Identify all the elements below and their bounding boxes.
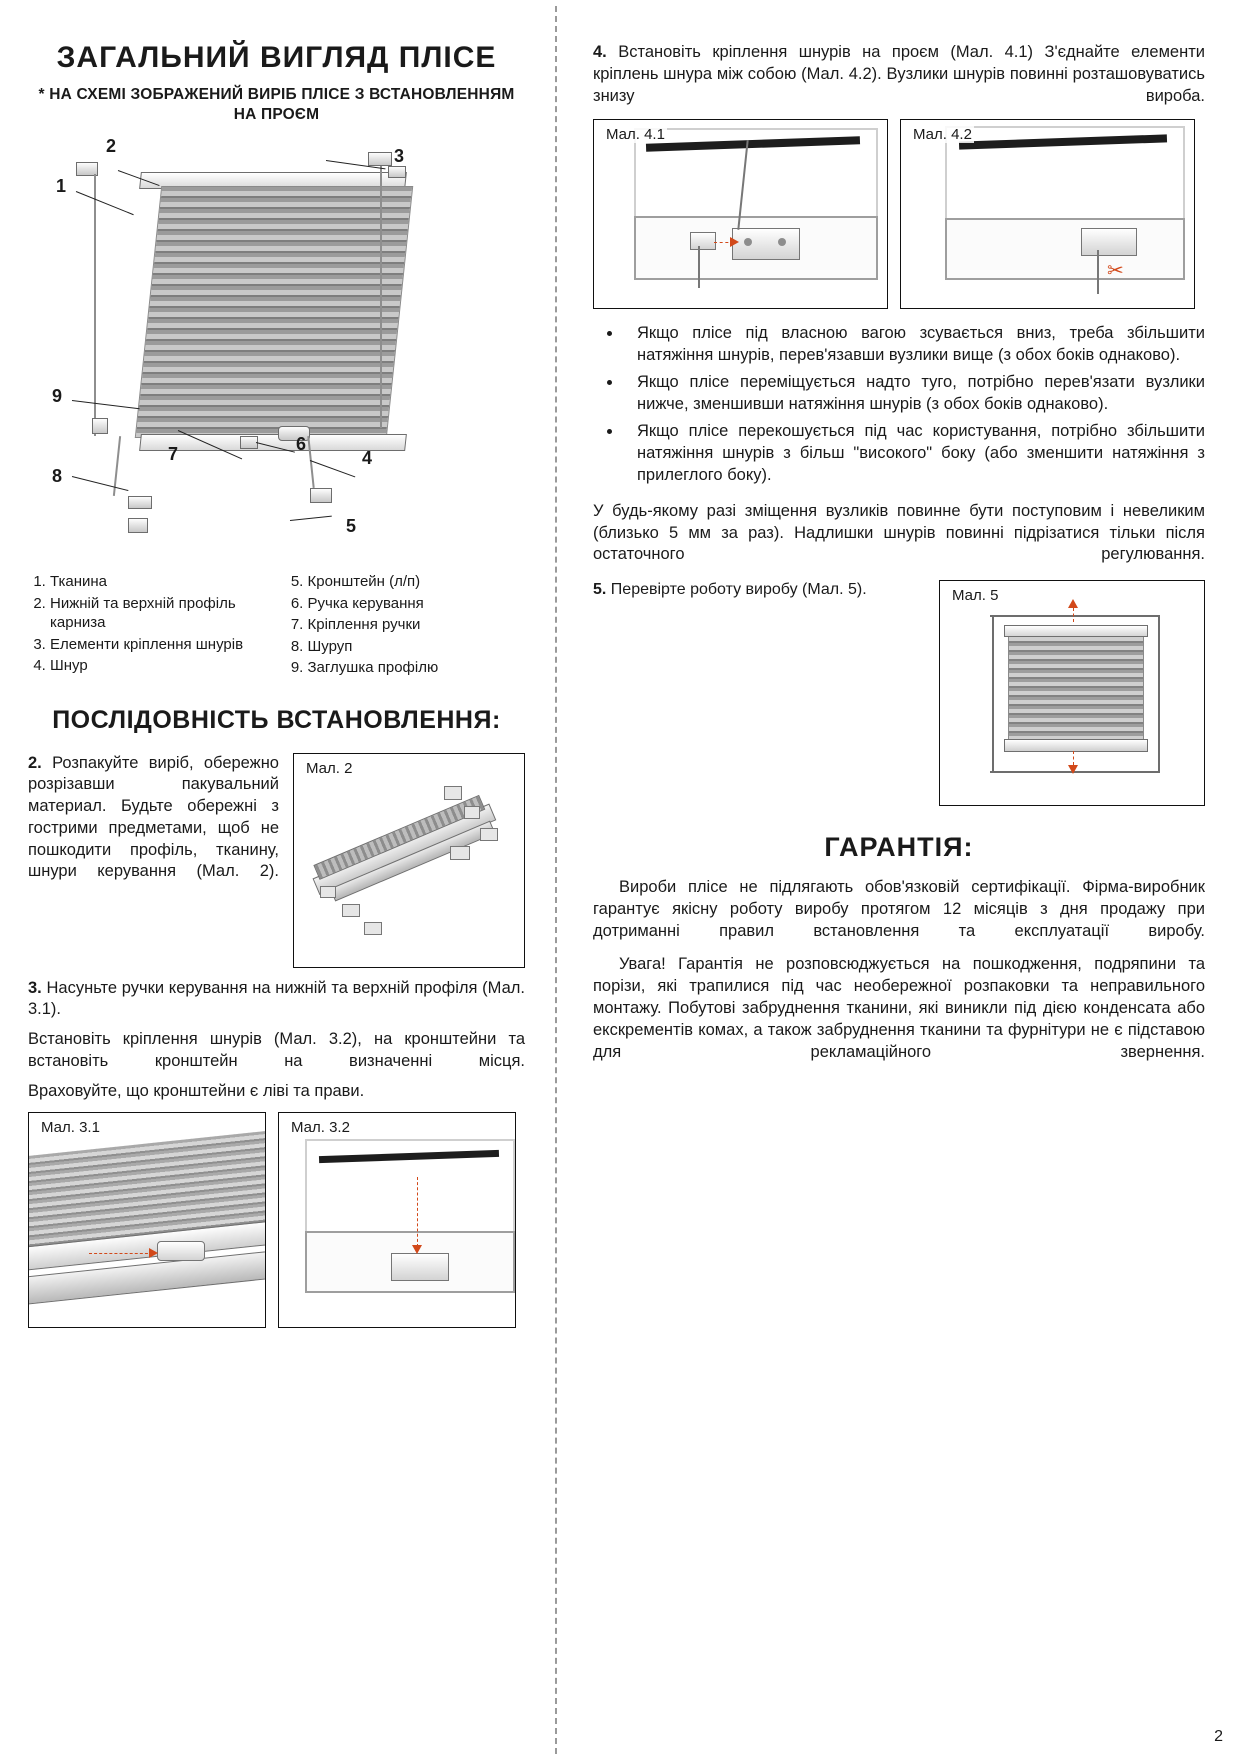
assembly-direction-dash [89,1253,153,1254]
mounting-direction-dash [417,1177,418,1247]
callout-8: 8 [52,466,63,487]
cord-fastener-plate [1081,228,1137,256]
adjustment-note: У будь-якому разі зміщення вузликів повинне бути поступовим і невеликим (близько 5 мм за раз). Надлишки шнурів повинні підрізатися тільки після остаточного регулювання. [593,501,1205,564]
step-4-number: 4. [593,43,607,61]
bracket-top-right [368,152,392,166]
bullet-item: • Якщо пліcе переміщується надто туго, потрібно перев'язати вузлики нижче, зменшивши натяжіння шнурів (з обох боків однаково). [623,372,1205,416]
step-2-number: 2. [28,753,42,772]
step-3-paragraph [28,978,525,1022]
leader-9 [72,400,140,409]
fig5-top-rail [990,615,1160,617]
figure-5 [939,580,1205,806]
legend [28,572,525,680]
legend-item: 6. Ручка керування [308,594,526,614]
step-3-paragraph-3: Враховуйте, що кронштейни є ліві та прави. [28,1081,365,1100]
cord-right [380,166,382,428]
figure-4-1 [593,119,888,309]
screw-bottom-left [128,496,152,509]
figure-4-1-label: Мал. 4.1 [606,126,665,144]
left-column [0,0,555,1760]
cord-fastener-plate [732,228,800,260]
cord-fastener-plate [391,1253,449,1281]
bracket-bottom-right [310,488,332,503]
window-sill [945,218,1185,280]
assembly-arrow [149,1248,158,1258]
installation-section-title: ПОСЛІДОВНІСТЬ ВСТАНОВЛЕННЯ: [52,705,501,734]
page-title: ЗАГАЛЬНИЙ ВИГЛЯД ПЛІСЕ [56,41,497,74]
legend-item: 7. Кріплення ручки [308,615,526,635]
bullet-item: • Якщо пліcе під власною вагою зсувається вниз, треба збільшити натяжіння шнурів, перев'язавши вузлики вище (з обох боків однаково). [623,323,1205,367]
figures-3-row [28,1112,525,1328]
leader-5 [290,516,332,522]
legend-item: 8. Шуруп [308,637,526,657]
figure-2 [293,753,525,968]
leader-1 [76,191,134,215]
figure-2-label: Мал. 2 [306,759,353,777]
callout-9: 9 [52,386,63,407]
cord-hanging [698,246,700,288]
step-5-row [593,580,1205,806]
callout-3: 3 [394,146,405,167]
mounting-arrow [412,1245,422,1254]
legend-item: 5. Кронштейн (л/п) [308,572,526,592]
legend-column-2 [286,572,526,680]
step-5-paragraph [593,580,925,601]
cord-clip [690,232,716,250]
legend-column-1 [28,572,268,680]
cord-fastener-top [388,166,406,178]
right-column [559,0,1245,1760]
connect-arrow [730,237,739,247]
step-2-paragraph [28,753,279,884]
figures-4-row [593,119,1205,309]
fig5-right-guide [1158,615,1160,771]
step-5-number: 5. [593,581,607,599]
legend-item: 4. Шнур [50,656,268,676]
figure-3-1 [28,1112,266,1328]
step-4-text: Встановіть кріплення шнурів на проєм (Мал. 4.1) З'єднайте елементи кріплень шнура між собою (Мал. 4.2). Вузлики шнурів повинні розташовуватись знизу вироба. [593,43,1205,105]
scissors-icon: ✂ [1107,260,1124,283]
legend-item: 3. Елементи кріплення шнурів [50,635,268,655]
warranty-title: ГАРАНТІЯ: [824,832,974,863]
callout-5: 5 [346,516,357,537]
figure-5-label: Мал. 5 [952,587,999,605]
step-4-paragraph [593,42,1205,107]
profile-end-cap [92,418,108,434]
fig5-arrow-down [1068,765,1078,774]
callout-2: 2 [106,136,117,157]
pleated-fabric [135,186,413,438]
figure-3-2 [278,1112,516,1328]
page-number: 2 [1214,1728,1223,1745]
handle-part [157,1241,205,1261]
legend-item: 2. Нижній та верхній профіль карниза [50,594,268,633]
leader-4 [310,460,356,478]
callout-4: 4 [362,448,373,469]
figure-4-2 [900,119,1195,309]
bullet-item: • Якщо пліcе перекошується під час користування, потрібно збільшити натяжіння шнурів з більш "високого" боку (або зменшити натяжіння з прилеглого боку). [623,421,1205,487]
step-3-paragraph-2: Встановіть кріплення шнурів (Мал. 3.2), на кронштейни та встановіть кронштейн на визначенні місця. [28,1030,525,1070]
cord-knot-tail [1097,250,1099,294]
adjustment-bullets [593,323,1205,487]
leader-8 [72,476,129,491]
bracket-bottom-left [128,518,148,533]
step-2-text: Розпакуйте виріб, обережно розрізавши пакувальний материал. Будьте обережні з гострими предметами, щоб не пошкодити профіль, тканину, шнури керування (Мал. 2). [28,753,279,881]
figure-3-2-label: Мал. 3.2 [291,1119,350,1137]
callout-1: 1 [56,176,67,197]
callout-7: 7 [168,444,179,465]
step-5-text: Перевірте роботу виробу (Мал. 5). [610,581,867,599]
fig5-left-guide [992,615,994,771]
fig5-dash-up [1073,608,1074,622]
figure-4-2-label: Мал. 4.2 [913,126,972,144]
fig5-pleated-fabric [1008,633,1144,743]
figure-3-1-label: Мал. 3.1 [41,1119,100,1137]
cord-left [94,174,96,436]
step-3-number: 3. [28,978,42,997]
page-subtitle: * НА СХЕМІ ЗОБРАЖЕНИЙ ВИРІБ ПЛІСЕ З ВСТАНОВЛЕННЯМ НА ПРОЄМ [38,86,515,123]
warranty-paragraph-1: Вироби пліcе не підлягають обов'язковій сертифікації. Фірма-виробник гарантує якісну роботу виробу протягом 12 місяців з дня продажу при дотриманні правил встановлення та експлуатації виробу. [593,878,1205,940]
product-overview-diagram [28,130,525,560]
fig5-arrow-up [1068,599,1078,608]
warranty-paragraph-2: Увага! Гарантія не розповсюджується на пошкодження, подряпини та порізи, які трапилися під час необережної розпаковки та неправильного монтажу. Побутові забруднення тканини, які виникли під дією конденсата або екскрементів комах, а також забруднення тканини та фурнітури не є підставою для рекламаційного звернення. [593,955,1205,1061]
legend-item: 9. Заглушка профілю [308,658,526,678]
legend-item: 1. Тканина [50,572,268,592]
callout-6: 6 [296,434,307,455]
fig5-dash-down [1073,751,1074,765]
step-3-text: Насуньте ручки керування на нижній та верхній профіля (Мал. 3.1). [28,978,525,1019]
